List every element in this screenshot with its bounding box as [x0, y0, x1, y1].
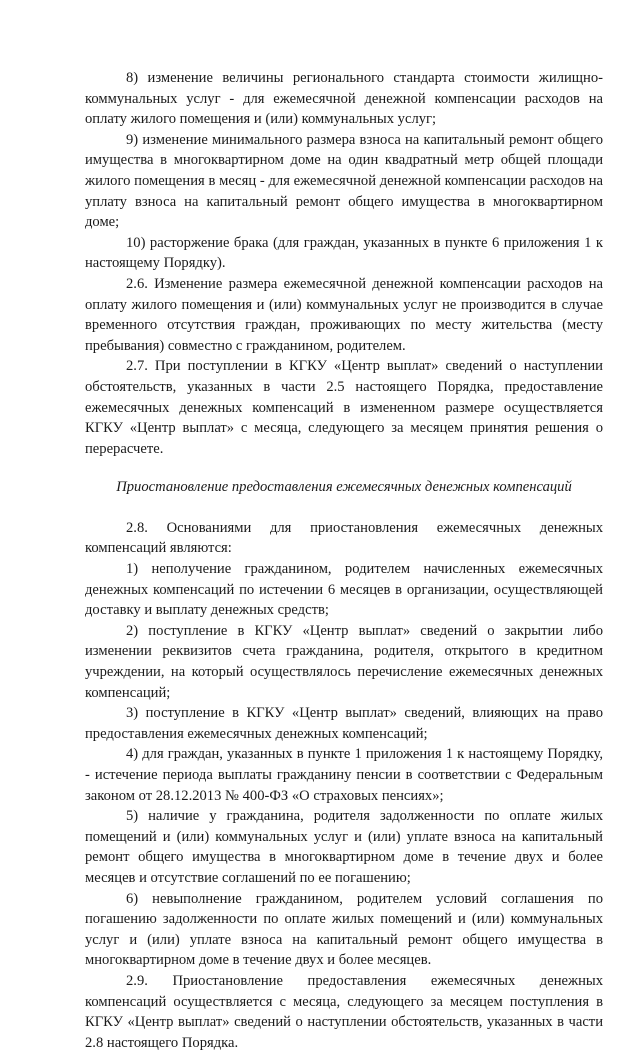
subitem-1: 1) неполучение гражданином, родителем начисленных ежемесячных денежных компенсаций по истечении 6 месяцев в организации, осуществляющей доставку и выплату денежных средств;	[85, 561, 603, 619]
paragraph-2-6: 2.6. Изменение размера ежемесячной денежной компенсации расходов на оплату жилого помещения и (или) коммунальных услуг не производится в случае временного отсутствия граждан, проживающих по месту жительства (месту пребывания) совместно с гражданином, родителем.	[85, 275, 603, 354]
paragraph-2-8: 2.8. Основаниями для приостановления ежемесячных денежных компенсаций являются:	[85, 519, 603, 557]
document-page	[85, 68, 603, 1053]
paragraph-2-7: 2.7. При поступлении в КГКУ «Центр выплат» сведений о наступлении обстоятельств, указанных в части 2.5 настоящего Порядка, предоставление ежемесячных денежных компенсаций в измененном размере осуществляется КГКУ «Центр выплат» с месяца, следующего за месяцем принятия решения о перерасчете.	[85, 358, 603, 457]
paragraph-item-8: 8) изменение величины регионального стандарта стоимости жилищно-коммунальных услуг - для ежемесячной денежной компенсации расходов на оплату жилого помещения и (или) коммунальных услуг;	[85, 70, 603, 128]
subitem-3: 3) поступление в КГКУ «Центр выплат» сведений, влияющих на право предоставления ежемесячных денежных компенсаций;	[85, 705, 603, 742]
paragraph-item-10: 10) расторжение брака (для граждан, указанных в пункте 6 приложения 1 к настоящему Порядку).	[85, 234, 603, 272]
paragraph-2-9: 2.9. Приостановление предоставления ежемесячных денежных компенсаций осуществляется с месяца, следующего за месяцем поступления в КГКУ «Центр выплат» сведений о наступлении обстоятельств, указанных в части 2.8 настоящего Порядка.	[85, 972, 603, 1051]
subitem-2: 2) поступление в КГКУ «Центр выплат» сведений о закрытии либо изменении реквизитов счета гражданина, родителя, открытого в кредитном учреждении, на который осуществлялось перечисление ежемесячных денежных компенсаций;	[85, 622, 603, 701]
subitem-4: 4) для граждан, указанных в пункте 1 приложения 1 к настоящему Порядку, - истечение периода выплаты гражданину пенсии в соответствии с Федеральным законом от 28.12.2013 № 400-ФЗ «О страховых пенсиях»;	[85, 746, 603, 804]
subitem-5: 5) наличие у гражданина, родителя задолженности по оплате жилых помещений и (или) коммунальных услуг и (или) уплате взноса на капитальный ремонт общего имущества в многоквартирном доме в течение двух и более месяцев и отсутствие соглашений по ее погашению;	[85, 808, 603, 886]
section-heading: Приостановление предоставления ежемесячных денежных компенсаций	[116, 479, 572, 496]
subitem-6: 6) невыполнение гражданином, родителем условий соглашения по погашению задолженности по оплате жилых помещений и (или) коммунальных услуг и (или) уплате взноса на капитальный ремонт общего имущества в многоквартирном доме в течение двух и более месяцев.	[85, 890, 603, 969]
paragraph-item-9: 9) изменение минимального размера взноса на капитальный ремонт общего имущества в многоквартирном доме на один квадратный метр общей площади жилого помещения в месяц - для ежемесячной денежной компенсации расходов на уплату взноса на капитальный ремонт общего имущества в многоквартирном доме;	[85, 131, 603, 231]
